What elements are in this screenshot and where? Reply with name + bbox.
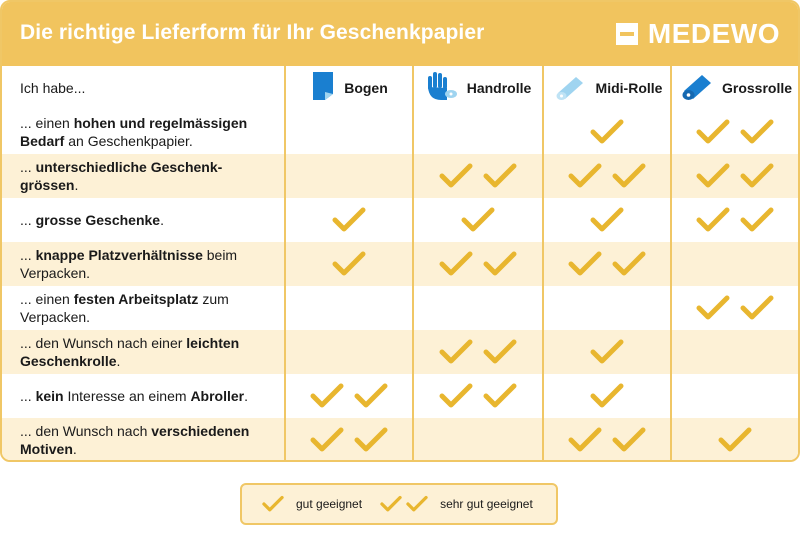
legend-very-good	[380, 495, 533, 513]
check-icon	[461, 207, 495, 233]
check-icon	[483, 383, 517, 409]
rating-cell	[543, 198, 671, 242]
rating-cell	[671, 198, 798, 242]
rating-cell	[671, 242, 798, 286]
header-row	[2, 66, 798, 110]
row-label-text: ... den Wunsch nach einer	[20, 335, 187, 351]
row-label-text: .	[160, 212, 164, 228]
row-label-bold: Abroller	[190, 388, 245, 404]
rating-cell	[413, 418, 543, 462]
row-label-text: ... den Wunsch nach	[20, 423, 152, 439]
check-icon	[696, 295, 730, 321]
comparison-table	[2, 66, 798, 462]
check-icon	[262, 495, 284, 513]
check-icon	[590, 339, 624, 365]
rating-cell	[413, 154, 543, 198]
hand-roll-icon	[425, 70, 459, 107]
check-icon	[740, 163, 774, 189]
check-icon	[332, 251, 366, 277]
row-label-text: Interesse an einem	[63, 388, 191, 404]
table-row	[2, 286, 798, 330]
rating-cell	[285, 286, 413, 330]
column-header-midi-rolle	[543, 66, 671, 110]
check-icon	[483, 163, 517, 189]
rating-cell	[285, 330, 413, 374]
row-label-bold: festen Arbeitsplatz	[73, 291, 199, 307]
row-label-text: an Geschenkpapier.	[64, 133, 193, 149]
table-row	[2, 110, 798, 154]
row-label	[2, 418, 285, 462]
check-icon	[718, 427, 752, 453]
rating-cell	[543, 286, 671, 330]
check-icon	[568, 163, 602, 189]
rating-cell	[285, 154, 413, 198]
check-icon	[439, 383, 473, 409]
rating-cell	[671, 330, 798, 374]
rating-cell	[671, 286, 798, 330]
rating-cell	[543, 418, 671, 462]
check-icon	[354, 427, 388, 453]
rating-cell	[543, 330, 671, 374]
rating-cell	[413, 286, 543, 330]
column-header-bogen	[285, 66, 413, 110]
table-row	[2, 154, 798, 198]
rating-cell	[543, 110, 671, 154]
row-label-text: ...	[20, 159, 36, 175]
row-label-text: .	[116, 353, 121, 369]
check-icon	[439, 251, 473, 277]
row-label-bold: grosse Geschenke	[35, 212, 161, 228]
check-icon	[439, 339, 473, 365]
row-label-bold: knappe Platzverhältnisse	[35, 247, 203, 263]
row-label-text: ...	[20, 247, 36, 263]
rating-cell	[285, 374, 413, 418]
row-label-text: ... einen	[20, 115, 74, 131]
large-roll-icon	[678, 71, 714, 106]
rating-cell	[543, 242, 671, 286]
row-label-text: beim Verpacken.	[20, 247, 238, 281]
row-label-text: zum Verpacken.	[20, 291, 229, 325]
check-icon	[310, 427, 344, 453]
table-row	[2, 374, 798, 418]
row-label	[2, 154, 285, 198]
rating-cell	[285, 198, 413, 242]
check-icon	[696, 119, 730, 145]
row-label-bold: leichten Geschenkrolle	[20, 335, 240, 369]
row-label	[2, 374, 285, 418]
check-icon	[740, 119, 774, 145]
rating-cell	[285, 418, 413, 462]
row-label-text: ...	[20, 212, 36, 228]
legend-good	[262, 495, 362, 513]
rating-cell	[671, 154, 798, 198]
column-header-handrolle	[413, 66, 543, 110]
check-icon	[439, 163, 473, 189]
rating-cell	[543, 154, 671, 198]
check-icon	[354, 383, 388, 409]
double-check-icon	[380, 495, 428, 513]
row-label-text: .	[72, 441, 77, 457]
logo-text: MEDEWO	[647, 18, 780, 49]
column-header-grossrolle	[671, 66, 798, 110]
midi-roll-icon	[552, 71, 588, 106]
rating-cell	[413, 198, 543, 242]
row-label-bold: unterschiedliche Geschenk- grössen	[20, 159, 223, 193]
rating-cell	[671, 110, 798, 154]
rating-cell	[413, 110, 543, 154]
column-header-first: Ich habe...	[2, 66, 285, 110]
table-row	[2, 330, 798, 374]
check-icon	[590, 119, 624, 145]
check-icon	[590, 383, 624, 409]
check-icon	[568, 427, 602, 453]
table-row	[2, 242, 798, 286]
row-label-text: .	[74, 177, 79, 193]
check-icon	[612, 163, 646, 189]
check-icon	[740, 207, 774, 233]
check-icon	[483, 251, 517, 277]
row-label	[2, 198, 285, 242]
column-label: Bogen	[344, 80, 388, 96]
row-label	[2, 286, 285, 330]
page-title: Die richtige Lieferform für Ihr Geschenkpapier	[20, 21, 485, 44]
check-icon	[740, 295, 774, 321]
check-icon	[590, 207, 624, 233]
legend-very-good-label: sehr gut geeignet	[440, 497, 533, 511]
row-label	[2, 110, 285, 154]
row-label	[2, 242, 285, 286]
logo-mark-icon	[616, 23, 638, 45]
column-label: Handrolle	[466, 80, 532, 96]
row-label-bold: hohen und regelmässigen Bedarf	[20, 115, 248, 149]
rating-cell	[671, 418, 798, 462]
check-icon	[612, 427, 646, 453]
column-label: Grossrolle	[721, 80, 793, 96]
rating-cell	[285, 242, 413, 286]
check-icon	[612, 251, 646, 277]
column-label: Midi-Rolle	[595, 80, 663, 96]
sheet-icon	[310, 70, 336, 107]
table-body	[2, 110, 798, 462]
row-label-text: .	[244, 388, 249, 404]
legend	[240, 483, 558, 525]
table-row	[2, 418, 798, 462]
table-row	[2, 198, 798, 242]
check-icon	[568, 251, 602, 277]
rating-cell	[413, 242, 543, 286]
rating-cell	[543, 374, 671, 418]
row-label-bold: kein	[35, 388, 64, 404]
row-label-text: ...	[20, 388, 36, 404]
row-label-bold: verschiedenen Motiven	[20, 423, 250, 457]
legend-good-label: gut geeignet	[296, 497, 363, 511]
rating-cell	[285, 110, 413, 154]
title-bar	[2, 2, 798, 66]
check-icon	[310, 383, 344, 409]
rating-cell	[413, 374, 543, 418]
row-label-text: ... einen	[20, 291, 74, 307]
rating-cell	[671, 374, 798, 418]
check-icon	[332, 207, 366, 233]
rating-cell	[413, 330, 543, 374]
brand-logo	[616, 17, 780, 51]
check-icon	[483, 339, 517, 365]
check-icon	[696, 163, 730, 189]
row-label	[2, 330, 285, 374]
check-icon	[696, 207, 730, 233]
